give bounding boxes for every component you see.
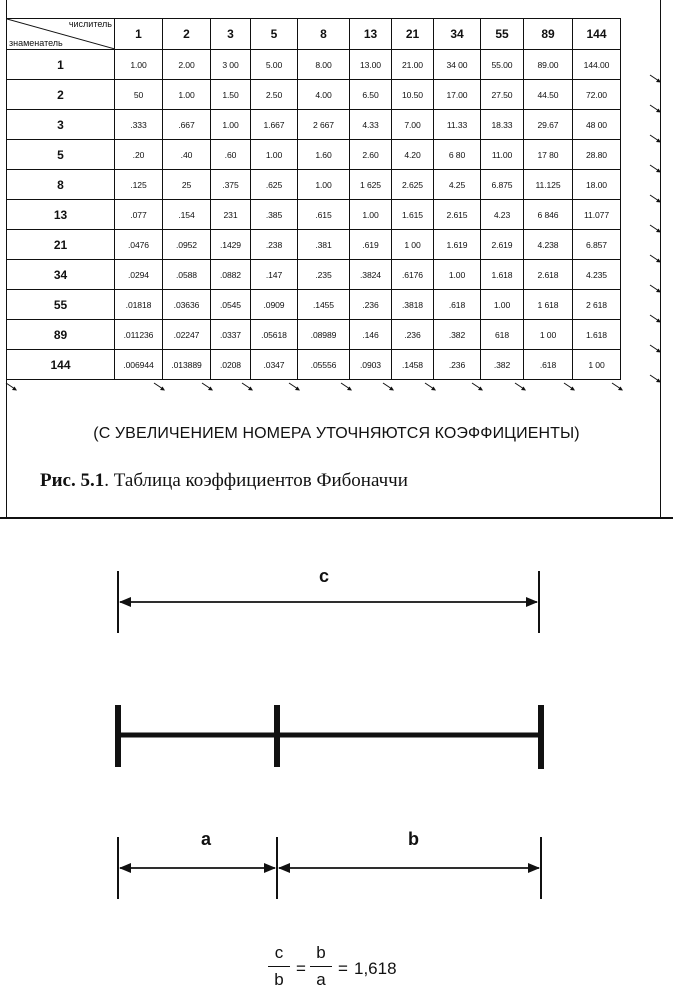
ratio-cell: .03636 bbox=[163, 290, 211, 320]
ratio-cell: 48 00 bbox=[573, 110, 621, 140]
column-header: 8 bbox=[298, 19, 350, 50]
column-header: 3 bbox=[211, 19, 251, 50]
diagonal-arrow-icon bbox=[6, 383, 17, 391]
ratio-cell: 4.235 bbox=[573, 260, 621, 290]
ratio-cell: 2 667 bbox=[298, 110, 350, 140]
ratio-cell: 231 bbox=[211, 200, 251, 230]
ratio-cell: 2.00 bbox=[163, 50, 211, 80]
ratio-cell: 11.33 bbox=[434, 110, 481, 140]
label-a: a bbox=[201, 829, 212, 849]
ratio-cell: .0903 bbox=[350, 350, 392, 380]
ratio-cell: 18.33 bbox=[481, 110, 524, 140]
ratio-cell: .147 bbox=[251, 260, 298, 290]
ratio-cell: 4.23 bbox=[481, 200, 524, 230]
ratio-cell: .1429 bbox=[211, 230, 251, 260]
ratio-cell: 17 80 bbox=[524, 140, 573, 170]
ratio-cell: 7.00 bbox=[392, 110, 434, 140]
column-header-row bbox=[7, 19, 621, 50]
golden-ratio-value: 1,618 bbox=[354, 959, 397, 978]
ratio-cell: .3818 bbox=[392, 290, 434, 320]
diagonal-arrow-icon bbox=[202, 383, 213, 391]
ratio-cell: .40 bbox=[163, 140, 211, 170]
ratio-cell: 25 bbox=[163, 170, 211, 200]
diagonal-arrow-icon bbox=[472, 383, 483, 391]
column-header: 2 bbox=[163, 19, 211, 50]
table-row bbox=[7, 110, 621, 140]
ratio-cell: .05618 bbox=[251, 320, 298, 350]
ratio-cell: .238 bbox=[251, 230, 298, 260]
ratio-cell: 4.20 bbox=[392, 140, 434, 170]
ratio-cell: 10.50 bbox=[392, 80, 434, 110]
ratio-cell: 1.00 bbox=[251, 140, 298, 170]
ratio-cell: 4.00 bbox=[298, 80, 350, 110]
ratio-cell: 6.857 bbox=[573, 230, 621, 260]
diagonal-arrow-icon bbox=[425, 383, 436, 391]
diagonal-arrow-icon bbox=[612, 383, 623, 391]
ratio-cell: 50 bbox=[115, 80, 163, 110]
column-header: 5 bbox=[251, 19, 298, 50]
ratio-cell: 5.00 bbox=[251, 50, 298, 80]
table-row bbox=[7, 260, 621, 290]
divided-segment bbox=[118, 705, 541, 769]
ratio-cell: 1 625 bbox=[350, 170, 392, 200]
ratio-cell: .333 bbox=[115, 110, 163, 140]
ratio-cell: 6.50 bbox=[350, 80, 392, 110]
ratio-cell: 2.625 bbox=[392, 170, 434, 200]
column-header: 55 bbox=[481, 19, 524, 50]
ratio-cell: 1 00 bbox=[392, 230, 434, 260]
ratio-cell: 1.618 bbox=[481, 260, 524, 290]
diagonal-arrow-icon bbox=[154, 383, 165, 391]
ratio-cell: 2.615 bbox=[434, 200, 481, 230]
ratio-cell: 11.00 bbox=[481, 140, 524, 170]
ratio-cell: .08989 bbox=[298, 320, 350, 350]
column-header: 13 bbox=[350, 19, 392, 50]
label-b: b bbox=[408, 829, 419, 849]
ratio-cell: 6.875 bbox=[481, 170, 524, 200]
row-header: 13 bbox=[7, 200, 115, 230]
ratio-cell: 8.00 bbox=[298, 50, 350, 80]
ratio-cell: .381 bbox=[298, 230, 350, 260]
diagonal-arrow-icon bbox=[289, 383, 300, 391]
ratio-cell: .0347 bbox=[251, 350, 298, 380]
table-body bbox=[7, 50, 621, 380]
diagonal-arrow-icon bbox=[383, 383, 394, 391]
ratio-cell: 55.00 bbox=[481, 50, 524, 80]
fibonacci-ratio-table bbox=[6, 18, 621, 380]
ratio-cell: 1 00 bbox=[573, 350, 621, 380]
equals-sign: = bbox=[296, 959, 306, 978]
row-header: 3 bbox=[7, 110, 115, 140]
ratio-cell: .236 bbox=[434, 350, 481, 380]
ratio-cell: 11.077 bbox=[573, 200, 621, 230]
ratio-cell: .1455 bbox=[298, 290, 350, 320]
ratio-cell: 1.615 bbox=[392, 200, 434, 230]
denominator-label: знаменатель bbox=[9, 38, 63, 48]
ratio-cell: .011236 bbox=[115, 320, 163, 350]
ratio-cell: .0909 bbox=[251, 290, 298, 320]
column-header: 144 bbox=[573, 19, 621, 50]
table-row bbox=[7, 320, 621, 350]
ratio-cell: 34 00 bbox=[434, 50, 481, 80]
ratio-cell: 28.80 bbox=[573, 140, 621, 170]
label-c: c bbox=[319, 566, 330, 586]
ratio-cell: 1.667 bbox=[251, 110, 298, 140]
numerator-label: числитель bbox=[68, 19, 112, 29]
ratio-cell: .615 bbox=[298, 200, 350, 230]
table-row bbox=[7, 140, 621, 170]
table-row bbox=[7, 230, 621, 260]
ratio-cell: .0882 bbox=[211, 260, 251, 290]
row-header: 5 bbox=[7, 140, 115, 170]
diagonal-arrow-icon bbox=[564, 383, 575, 391]
ratio-cell: 18.00 bbox=[573, 170, 621, 200]
column-header: 21 bbox=[392, 19, 434, 50]
diagram-drawing bbox=[0, 519, 673, 999]
ratio-cell: .125 bbox=[115, 170, 163, 200]
ratio-cell: 6 846 bbox=[524, 200, 573, 230]
row-header: 34 bbox=[7, 260, 115, 290]
table-row bbox=[7, 80, 621, 110]
ratio-cell: .6176 bbox=[392, 260, 434, 290]
ratio-cell: 89.00 bbox=[524, 50, 573, 80]
ratio-cell: 4.25 bbox=[434, 170, 481, 200]
ratio-cell: .0588 bbox=[163, 260, 211, 290]
fraction-b-over-a: b a bbox=[310, 942, 332, 991]
ratio-cell: .667 bbox=[163, 110, 211, 140]
ratio-cell: .382 bbox=[481, 350, 524, 380]
ratio-cell: 27.50 bbox=[481, 80, 524, 110]
ratio-cell: 1 00 bbox=[524, 320, 573, 350]
ratio-cell: 1.619 bbox=[434, 230, 481, 260]
row-header: 21 bbox=[7, 230, 115, 260]
ratio-cell: 17.00 bbox=[434, 80, 481, 110]
ratio-cell: 1.00 bbox=[115, 50, 163, 80]
column-header: 34 bbox=[434, 19, 481, 50]
ratio-cell: .375 bbox=[211, 170, 251, 200]
ratio-cell: .625 bbox=[251, 170, 298, 200]
refinement-note: (С УВЕЛИЧЕНИЕМ НОМЕРА УТОЧНЯЮТСЯ КОЭФФИЦИЕНТЫ) bbox=[93, 425, 580, 442]
ratio-cell: 2 618 bbox=[573, 290, 621, 320]
ratio-cell: .235 bbox=[298, 260, 350, 290]
ratio-cell: 2.619 bbox=[481, 230, 524, 260]
ratio-cell: 1.00 bbox=[298, 170, 350, 200]
figure-label: Рис. 5.1 bbox=[40, 470, 105, 491]
table-row bbox=[7, 290, 621, 320]
ratio-cell: .382 bbox=[434, 320, 481, 350]
ratio-cell: .077 bbox=[115, 200, 163, 230]
equals-sign: = bbox=[338, 959, 348, 978]
row-header: 8 bbox=[7, 170, 115, 200]
ratio-cell: .619 bbox=[350, 230, 392, 260]
ratio-cell: 1.00 bbox=[211, 110, 251, 140]
table-corner bbox=[7, 19, 115, 50]
diagonal-arrow-icon bbox=[515, 383, 526, 391]
row-header: 2 bbox=[7, 80, 115, 110]
ratio-cell: 144.00 bbox=[573, 50, 621, 80]
ratio-cell: .618 bbox=[524, 350, 573, 380]
ratio-cell: 618 bbox=[481, 320, 524, 350]
ratio-cell: .385 bbox=[251, 200, 298, 230]
ratio-cell: 1.00 bbox=[350, 200, 392, 230]
column-header: 89 bbox=[524, 19, 573, 50]
ratio-cell: 4.33 bbox=[350, 110, 392, 140]
ratio-cell: .0545 bbox=[211, 290, 251, 320]
table-row bbox=[7, 350, 621, 380]
ratio-cell: 2.618 bbox=[524, 260, 573, 290]
ratio-cell: .1458 bbox=[392, 350, 434, 380]
ratio-cell: .618 bbox=[434, 290, 481, 320]
ratio-cell: .01818 bbox=[115, 290, 163, 320]
ratio-cell: 2.60 bbox=[350, 140, 392, 170]
ratio-cell: .0294 bbox=[115, 260, 163, 290]
ratio-cell: .154 bbox=[163, 200, 211, 230]
golden-section-diagram bbox=[0, 519, 673, 999]
ratio-cell: 13.00 bbox=[350, 50, 392, 80]
table-row bbox=[7, 50, 621, 80]
ratio-cell: 1.618 bbox=[573, 320, 621, 350]
ratio-cell: 11.125 bbox=[524, 170, 573, 200]
figure-title: . Таблица коэффициентов Фибоначчи bbox=[104, 470, 408, 491]
ratio-cell: .60 bbox=[211, 140, 251, 170]
dimension-a-b bbox=[118, 837, 541, 899]
table-row bbox=[7, 170, 621, 200]
ratio-cell: .02247 bbox=[163, 320, 211, 350]
ratio-cell: 44.50 bbox=[524, 80, 573, 110]
row-header: 144 bbox=[7, 350, 115, 380]
ratio-cell: 3 00 bbox=[211, 50, 251, 80]
row-header: 55 bbox=[7, 290, 115, 320]
row-header: 1 bbox=[7, 50, 115, 80]
ratio-cell: 1.00 bbox=[163, 80, 211, 110]
ratio-cell: 1.00 bbox=[434, 260, 481, 290]
ratio-cell: .0337 bbox=[211, 320, 251, 350]
ratio-cell: 21.00 bbox=[392, 50, 434, 80]
ratio-cell: .20 bbox=[115, 140, 163, 170]
figure-caption bbox=[40, 470, 408, 492]
diagonal-arrow-icon bbox=[341, 383, 352, 391]
ratio-cell: .006944 bbox=[115, 350, 163, 380]
fraction-c-over-b: c b bbox=[268, 942, 290, 991]
row-header: 89 bbox=[7, 320, 115, 350]
ratio-cell: 1 618 bbox=[524, 290, 573, 320]
ratio-cell: .0952 bbox=[163, 230, 211, 260]
diagonal-arrow-icon bbox=[242, 383, 253, 391]
ratio-cell: .013889 bbox=[163, 350, 211, 380]
ratio-cell: 1.00 bbox=[481, 290, 524, 320]
ratio-cell: 29.67 bbox=[524, 110, 573, 140]
ratio-cell: .3824 bbox=[350, 260, 392, 290]
ratio-cell: 6 80 bbox=[434, 140, 481, 170]
ratio-cell: 72.00 bbox=[573, 80, 621, 110]
table-row bbox=[7, 200, 621, 230]
ratio-cell: 1.60 bbox=[298, 140, 350, 170]
ratio-cell: .0208 bbox=[211, 350, 251, 380]
ratio-cell: 4.238 bbox=[524, 230, 573, 260]
ratio-cell: .146 bbox=[350, 320, 392, 350]
ratio-cell: 1.50 bbox=[211, 80, 251, 110]
column-header: 1 bbox=[115, 19, 163, 50]
ratio-cell: .236 bbox=[350, 290, 392, 320]
ratio-cell: .05556 bbox=[298, 350, 350, 380]
ratio-cell: 2.50 bbox=[251, 80, 298, 110]
ratio-cell: .236 bbox=[392, 320, 434, 350]
ratio-cell: .0476 bbox=[115, 230, 163, 260]
